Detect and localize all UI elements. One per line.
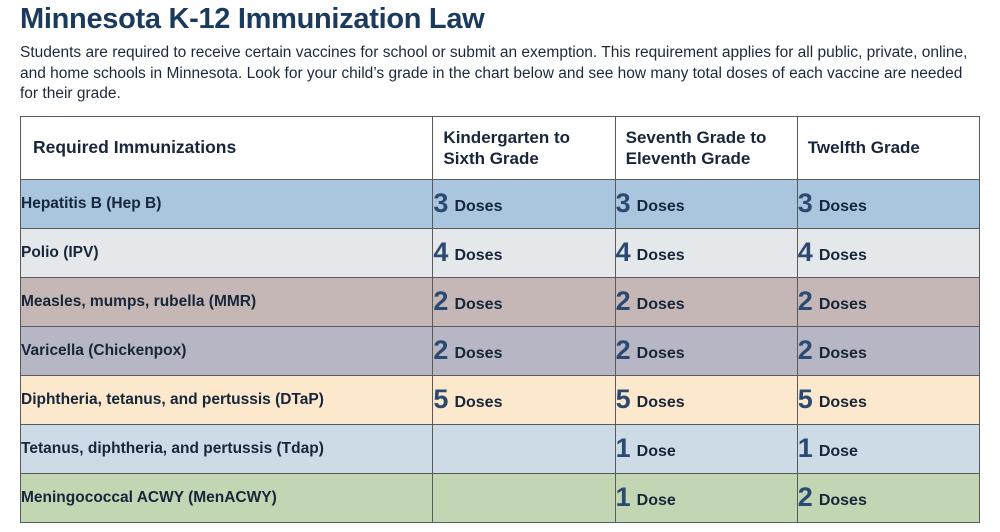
row-label-tdap: Tetanus, diphtheria, and pertussis (Tdap) xyxy=(21,424,433,473)
cell-mmr-k6 xyxy=(433,277,615,326)
dose-count: 3 xyxy=(433,188,449,218)
dose-unit: Doses xyxy=(636,394,685,411)
cell-hepb-7-11 xyxy=(615,179,797,228)
dose-unit: Doses xyxy=(818,492,867,509)
dose-count: 2 xyxy=(433,335,449,365)
dose-count: 1 xyxy=(797,433,813,463)
table-row xyxy=(21,375,980,424)
cell-dtap-k6 xyxy=(433,375,615,424)
dose-count: 2 xyxy=(797,335,813,365)
cell-hepb-k6 xyxy=(433,179,615,228)
table-row xyxy=(21,473,980,522)
dose-unit: Doses xyxy=(636,247,685,264)
table-row xyxy=(21,326,980,375)
cell-menacwy-12 xyxy=(797,473,979,522)
cell-polio-12 xyxy=(797,228,979,277)
dose-unit: Doses xyxy=(818,296,867,313)
dose-unit: Dose xyxy=(636,492,676,509)
dose-count: 2 xyxy=(615,335,631,365)
dose-unit: Doses xyxy=(454,345,503,362)
table-row xyxy=(21,228,980,277)
dose-unit: Doses xyxy=(636,198,685,215)
dose-count: 5 xyxy=(615,384,631,414)
dose-count: 5 xyxy=(797,384,813,414)
cell-dtap-7-11 xyxy=(615,375,797,424)
table-header-row xyxy=(21,116,980,179)
cell-mmr-7-11 xyxy=(615,277,797,326)
dose-count: 4 xyxy=(433,237,449,267)
row-label-hepatitis-b: Hepatitis B (Hep B) xyxy=(21,179,433,228)
column-header-k-6: Kindergarten to Sixth Grade xyxy=(433,116,615,179)
dose-count: 1 xyxy=(615,482,631,512)
dose-unit: Dose xyxy=(818,443,858,460)
dose-count: 3 xyxy=(615,188,631,218)
dose-count: 2 xyxy=(797,286,813,316)
dose-unit: Doses xyxy=(454,296,503,313)
row-label-mmr: Measles, mumps, rubella (MMR) xyxy=(21,277,433,326)
cell-varicella-7-11 xyxy=(615,326,797,375)
column-header-7-11: Seventh Grade to Eleventh Grade xyxy=(615,116,797,179)
dose-unit: Doses xyxy=(818,394,867,411)
cell-tdap-12 xyxy=(797,424,979,473)
cell-varicella-12 xyxy=(797,326,979,375)
intro-paragraph: Students are required to receive certain vaccines for school or submit an exemption. This requirement applies for all public, private, online, and home schools in Minnesota. Look for your child’s grade in the chart below and see how many total doses of each vaccine are needed for their grade. xyxy=(20,44,968,102)
dose-unit: Doses xyxy=(454,394,503,411)
table-row xyxy=(21,424,980,473)
dose-count: 4 xyxy=(615,237,631,267)
dose-count: 5 xyxy=(433,384,449,414)
dose-count: 4 xyxy=(797,237,813,267)
dose-unit: Doses xyxy=(454,247,503,264)
dose-unit: Doses xyxy=(636,296,685,313)
table-body xyxy=(21,179,980,522)
cell-hepb-12 xyxy=(797,179,979,228)
column-header-12: Twelfth Grade xyxy=(797,116,979,179)
cell-tdap-k6 xyxy=(433,424,615,473)
dose-count: 3 xyxy=(797,188,813,218)
cell-polio-7-11 xyxy=(615,228,797,277)
cell-menacwy-k6 xyxy=(433,473,615,522)
table-row xyxy=(21,277,980,326)
immunization-requirements-table xyxy=(20,116,980,523)
cell-menacwy-7-11 xyxy=(615,473,797,522)
dose-unit: Dose xyxy=(636,443,676,460)
column-header-immunizations: Required Immunizations xyxy=(21,116,433,179)
dose-count: 2 xyxy=(615,286,631,316)
page-title: Minnesota K-12 Immunization Law xyxy=(20,3,485,35)
dose-count: 2 xyxy=(433,286,449,316)
table-header xyxy=(21,116,980,179)
row-label-polio: Polio (IPV) xyxy=(21,228,433,277)
dose-unit: Doses xyxy=(818,198,867,215)
dose-unit: Doses xyxy=(454,198,503,215)
table-row xyxy=(21,179,980,228)
cell-varicella-k6 xyxy=(433,326,615,375)
cell-mmr-12 xyxy=(797,277,979,326)
row-label-dtap: Diphtheria, tetanus, and pertussis (DTaP) xyxy=(21,375,433,424)
cell-polio-k6 xyxy=(433,228,615,277)
row-label-menacwy: Meningococcal ACWY (MenACWY) xyxy=(21,473,433,522)
cell-dtap-12 xyxy=(797,375,979,424)
row-label-varicella: Varicella (Chickenpox) xyxy=(21,326,433,375)
dose-count: 1 xyxy=(615,433,631,463)
dose-unit: Doses xyxy=(818,247,867,264)
dose-count: 2 xyxy=(797,482,813,512)
cell-tdap-7-11 xyxy=(615,424,797,473)
dose-unit: Doses xyxy=(818,345,867,362)
dose-unit: Doses xyxy=(636,345,685,362)
